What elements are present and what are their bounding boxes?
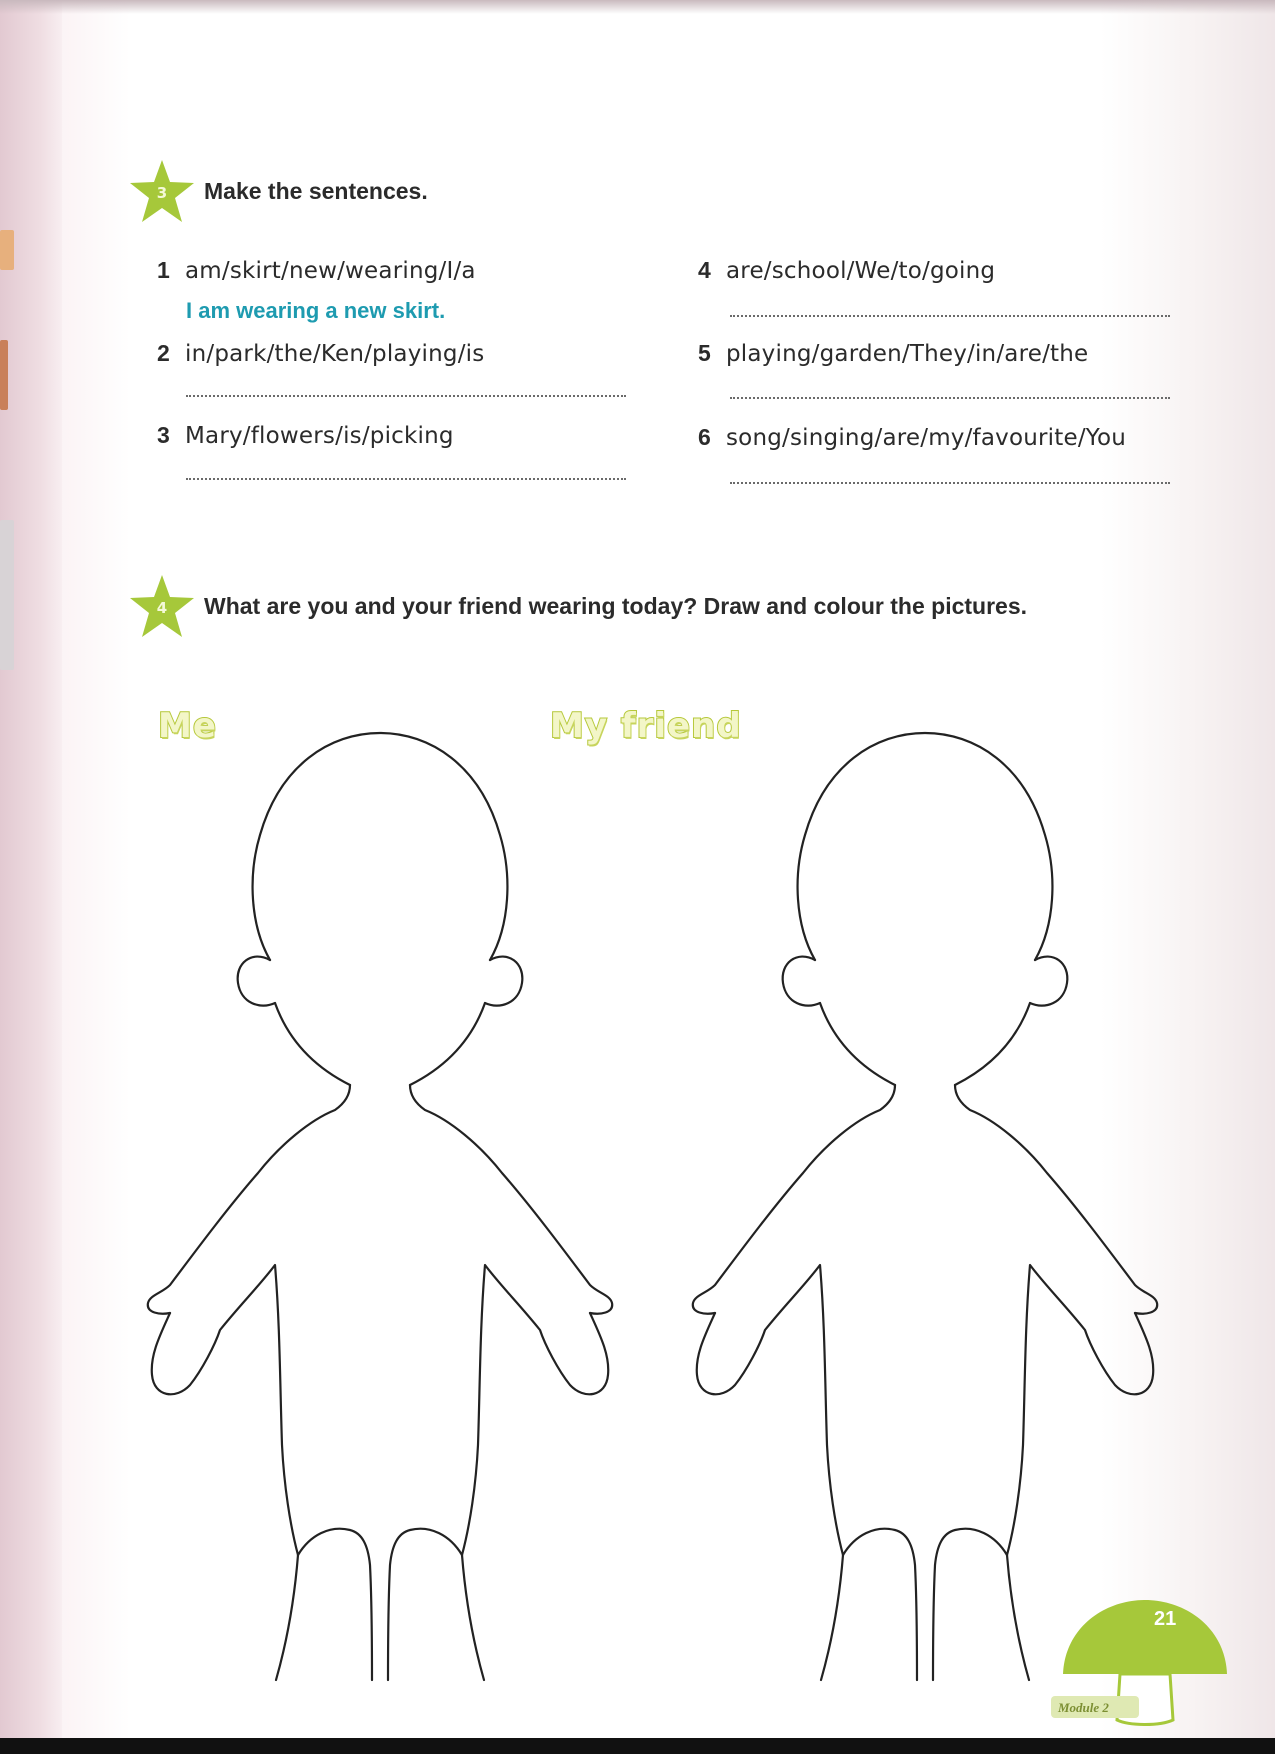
exercise-number: 3 [156,184,168,202]
exercise-4-header [128,573,1027,639]
me-label: Me [158,706,217,746]
sentence-item [157,340,484,367]
sentence-item [698,257,995,284]
item-words: in/park/the/Ken/playing/is [185,341,485,367]
scan-shadow [0,0,1275,14]
my-friend-label: My friend [550,706,742,746]
item-words: are/school/We/to/going [726,258,996,284]
item-number: 6 [698,424,711,450]
answer-line[interactable] [730,397,1170,399]
item-number: 1 [157,257,170,283]
sentence-item [157,257,476,284]
item-words: playing/garden/They/in/are/the [726,341,1089,367]
answer-line[interactable] [186,395,626,397]
item-number: 4 [698,257,711,283]
star-icon [128,158,196,224]
scrap-mark [0,230,14,270]
sentence-item [698,340,1088,367]
exercise-number: 4 [156,599,168,617]
me-figure-outline[interactable] [140,725,620,1685]
scrap-mark [0,340,8,410]
exercise-instruction: Make the sentences. [204,177,428,204]
item-number: 5 [698,340,711,366]
sentence-item [698,424,1126,451]
example-answer: I am wearing a new skirt. [186,298,446,323]
sentence-item [157,422,454,449]
module-label: Module 2 [1058,1700,1109,1715]
item-number: 3 [157,422,170,448]
exercise-instruction: What are you and your friend wearing today? Draw and colour the pictures. [204,592,1028,619]
scan-bottom-edge [0,1738,1275,1754]
answer-line[interactable] [730,315,1170,317]
answer-line[interactable] [730,482,1170,484]
star-icon [128,573,196,639]
item-words: song/singing/are/my/favourite/You [726,425,1127,451]
scrap-mark [0,520,14,670]
item-number: 2 [157,340,170,366]
item-words: Mary/flowers/is/picking [185,423,454,449]
item-words: am/skirt/new/wearing/I/a [185,258,476,284]
friend-figure-outline[interactable] [685,725,1165,1685]
exercise-3-header [128,158,428,224]
answer-line[interactable] [186,478,626,480]
page-number: 21 [1154,1608,1177,1630]
